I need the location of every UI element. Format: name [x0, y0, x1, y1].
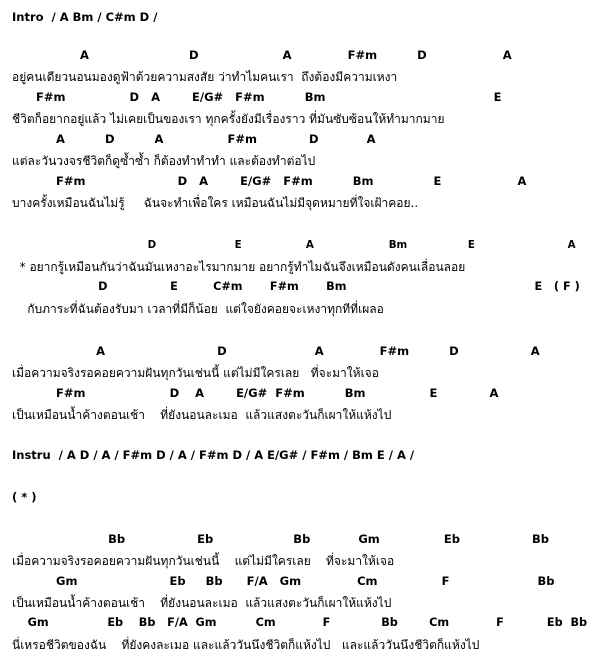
- lyric-line: * อยากรู้เหมือนกันว่าฉันมันเหงาอะไรมากมาย อยากรู้ทำไมฉันจึงเหมือนดังคนเลื่อนลอย: [12, 260, 466, 274]
- chord-line: Gm Eb Bb F/A Gm Cm F Bb: [12, 574, 555, 588]
- intro-line: Intro / A Bm / C#m D /: [12, 10, 158, 24]
- chord-line: F#m D A E/G# F#m Bm E A: [12, 386, 499, 400]
- lyric-line: เมื่อความจริงรอคอยความฝันทุกวันเช่นนี้ แต่ไม่มีใครเลย ที่จะมาให้เจอ: [12, 366, 379, 380]
- chord-line: D E C#m F#m Bm E ( F ): [12, 280, 580, 293]
- chord-line: A D A F#m D A: [12, 48, 512, 62]
- lyric-line: บางครั้งเหมือนฉันไม่รู้ ฉันจะทำเพื่อใคร เหมือนฉันไม่มีจุดหมายที่ใจเฝ้าคอย..: [12, 196, 419, 210]
- chord-line: F#m D A E/G# F#m Bm E: [12, 90, 502, 104]
- chord-line: A D A F#m D A: [12, 344, 540, 358]
- lyric-line: นี่เหรอชีวิตของฉัน ที่ยังคงละเมอ และแล้ววันนึงชีวิตก็แห้งไป และแล้ววันนึงชีวิตก็แห้งไป: [12, 638, 480, 652]
- lyric-line: เป็นเหมือนน้ำค้างตอนเช้า ที่ยังนอนละเมอ แล้วแสงตะวันก็เผาให้แห้งไป: [12, 596, 392, 610]
- chord-line: A D A F#m D A: [12, 132, 376, 146]
- instru-line: Instru / A D / A / F#m D / A / F#m D / A E/G# / F#m / Bm E / A /: [12, 448, 415, 462]
- lyric-line: กับภาระที่ฉันต้องรับมา เวลาที่มีก็น้อย แต่ใจยังคอยจะเหงาทุกทีที่เผลอ: [12, 302, 384, 316]
- lyric-line: ชีวิตก็อยากอยู่แล้ว ไม่เคยเป็นของเรา ทุกครั้งยังมีเรื่องราว ที่มันซับซ้อนให้ทำมากมาย: [12, 112, 445, 126]
- chorus-repeat-mark: ( * ): [12, 490, 37, 504]
- chord-line: Gm Eb Bb F/A Gm Cm F Bb Cm F Eb Bb: [12, 616, 588, 629]
- chord-line: Bb Eb Bb Gm Eb Bb: [12, 532, 549, 546]
- chord-line: F#m D A E/G# F#m Bm E A: [12, 174, 527, 188]
- lyric-line: เมื่อความจริงรอคอยความฝันทุกวันเช่นนี้ แต่ไม่มีใครเลย ที่จะมาให้เจอ: [12, 554, 395, 568]
- lyric-line: เป็นเหมือนน้ำค้างตอนเช้า ที่ยังนอนละเมอ แล้วแสงตะวันก็เผาให้แห้งไป: [12, 408, 392, 422]
- chord-line: D E A Bm E A: [12, 239, 576, 251]
- lyric-line: แต่ละวันวงจรชีวิตก็ดูซ้ำซ้ำ ก็ต้องทำทำทำ และต้องทำต่อไป: [12, 154, 316, 168]
- lyric-line: อยู่คนเดียวนอนมองดูฟ้าด้วยความสงสัย ว่าทำไมคนเรา ถึงต้องมีความเหงา: [12, 70, 398, 84]
